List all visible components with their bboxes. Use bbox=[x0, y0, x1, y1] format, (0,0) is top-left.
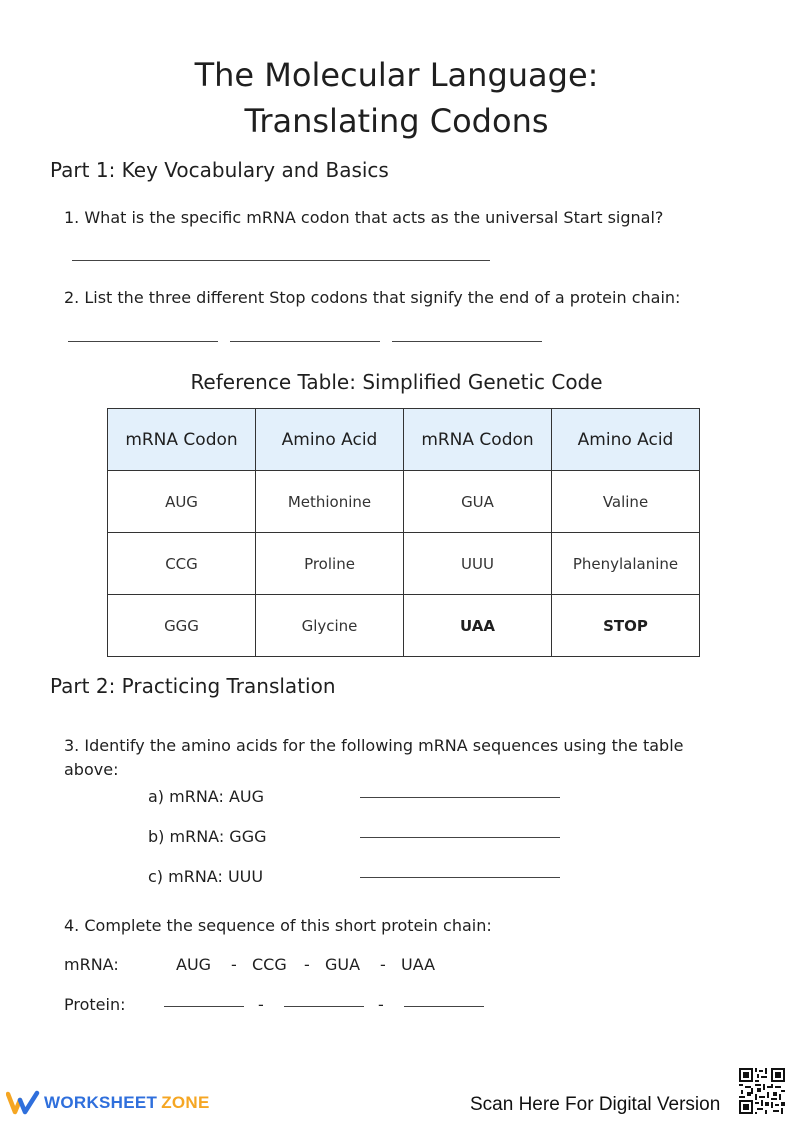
table-cell: Proline bbox=[256, 533, 404, 595]
question-1: 1. What is the specific mRNA codon that acts as the universal Start signal? bbox=[64, 208, 664, 227]
sequence-separator: - bbox=[380, 955, 386, 974]
table-cell: Phenylalanine bbox=[552, 533, 700, 595]
answer-line-q1[interactable] bbox=[72, 260, 490, 261]
mrna-codon: UAA bbox=[401, 955, 436, 974]
table-header-cell: mRNA Codon bbox=[108, 409, 256, 471]
reference-table bbox=[107, 408, 700, 657]
protein-blank[interactable] bbox=[284, 1006, 364, 1007]
brand-logo bbox=[6, 1090, 210, 1116]
table-cell: CCG bbox=[108, 533, 256, 595]
answer-line-q2-c[interactable] bbox=[392, 341, 542, 342]
table-cell-stop-codon: UAA bbox=[404, 595, 552, 657]
title-line-1: The Molecular Language: bbox=[194, 56, 599, 94]
table-cell: UUU bbox=[404, 533, 552, 595]
table-header-cell: mRNA Codon bbox=[404, 409, 552, 471]
protein-blank[interactable] bbox=[164, 1006, 244, 1007]
protein-blank[interactable] bbox=[404, 1006, 484, 1007]
table-cell: GGG bbox=[108, 595, 256, 657]
sequence-separator: - bbox=[231, 955, 237, 974]
sequence-separator: - bbox=[258, 995, 264, 1014]
answer-line-q3-a[interactable] bbox=[360, 797, 560, 798]
table-cell: AUG bbox=[108, 471, 256, 533]
table-cell: Methionine bbox=[256, 471, 404, 533]
q3-item-b: b) mRNA: GGG bbox=[148, 827, 267, 846]
question-3-line-1: 3. Identify the amino acids for the following mRNA sequences using the table bbox=[64, 736, 684, 755]
answer-line-q2-a[interactable] bbox=[68, 341, 218, 342]
table-row bbox=[108, 533, 700, 595]
answer-line-q3-c[interactable] bbox=[360, 877, 560, 878]
answer-line-q3-b[interactable] bbox=[360, 837, 560, 838]
protein-label: Protein: bbox=[64, 995, 126, 1014]
q3-item-c: c) mRNA: UUU bbox=[148, 867, 264, 886]
table-cell-stop: STOP bbox=[552, 595, 700, 657]
question-4: 4. Complete the sequence of this short protein chain: bbox=[64, 916, 492, 935]
table-row bbox=[108, 595, 700, 657]
title-line-2: Translating Codons bbox=[244, 102, 549, 140]
table-cell: Glycine bbox=[256, 595, 404, 657]
mrna-label: mRNA: bbox=[64, 955, 119, 974]
table-row bbox=[108, 471, 700, 533]
mrna-codon: CCG bbox=[252, 955, 287, 974]
worksheetzone-logo-icon bbox=[6, 1090, 40, 1116]
table-caption: Reference Table: Simplified Genetic Code bbox=[190, 370, 603, 394]
brand-name-part1: WORKSHEET bbox=[44, 1093, 158, 1112]
sequence-separator: - bbox=[378, 995, 384, 1014]
table-header-cell: Amino Acid bbox=[552, 409, 700, 471]
table-cell: GUA bbox=[404, 471, 552, 533]
q3-item-a: a) mRNA: AUG bbox=[148, 787, 264, 806]
sequence-separator: - bbox=[304, 955, 310, 974]
qr-code-icon[interactable] bbox=[739, 1068, 785, 1114]
part2-heading: Part 2: Practicing Translation bbox=[50, 674, 336, 698]
question-3-line-2: above: bbox=[64, 760, 119, 779]
part1-heading: Part 1: Key Vocabulary and Basics bbox=[50, 158, 389, 182]
table-header-cell: Amino Acid bbox=[256, 409, 404, 471]
question-2: 2. List the three different Stop codons that signify the end of a protein chain: bbox=[64, 288, 681, 307]
table-header-row bbox=[108, 409, 700, 471]
mrna-codon: GUA bbox=[325, 955, 361, 974]
brand-name-part2: ZONE bbox=[161, 1093, 210, 1112]
table-cell: Valine bbox=[552, 471, 700, 533]
answer-line-q2-b[interactable] bbox=[230, 341, 380, 342]
mrna-codon: AUG bbox=[176, 955, 212, 974]
scan-caption: Scan Here For Digital Version bbox=[470, 1094, 721, 1115]
